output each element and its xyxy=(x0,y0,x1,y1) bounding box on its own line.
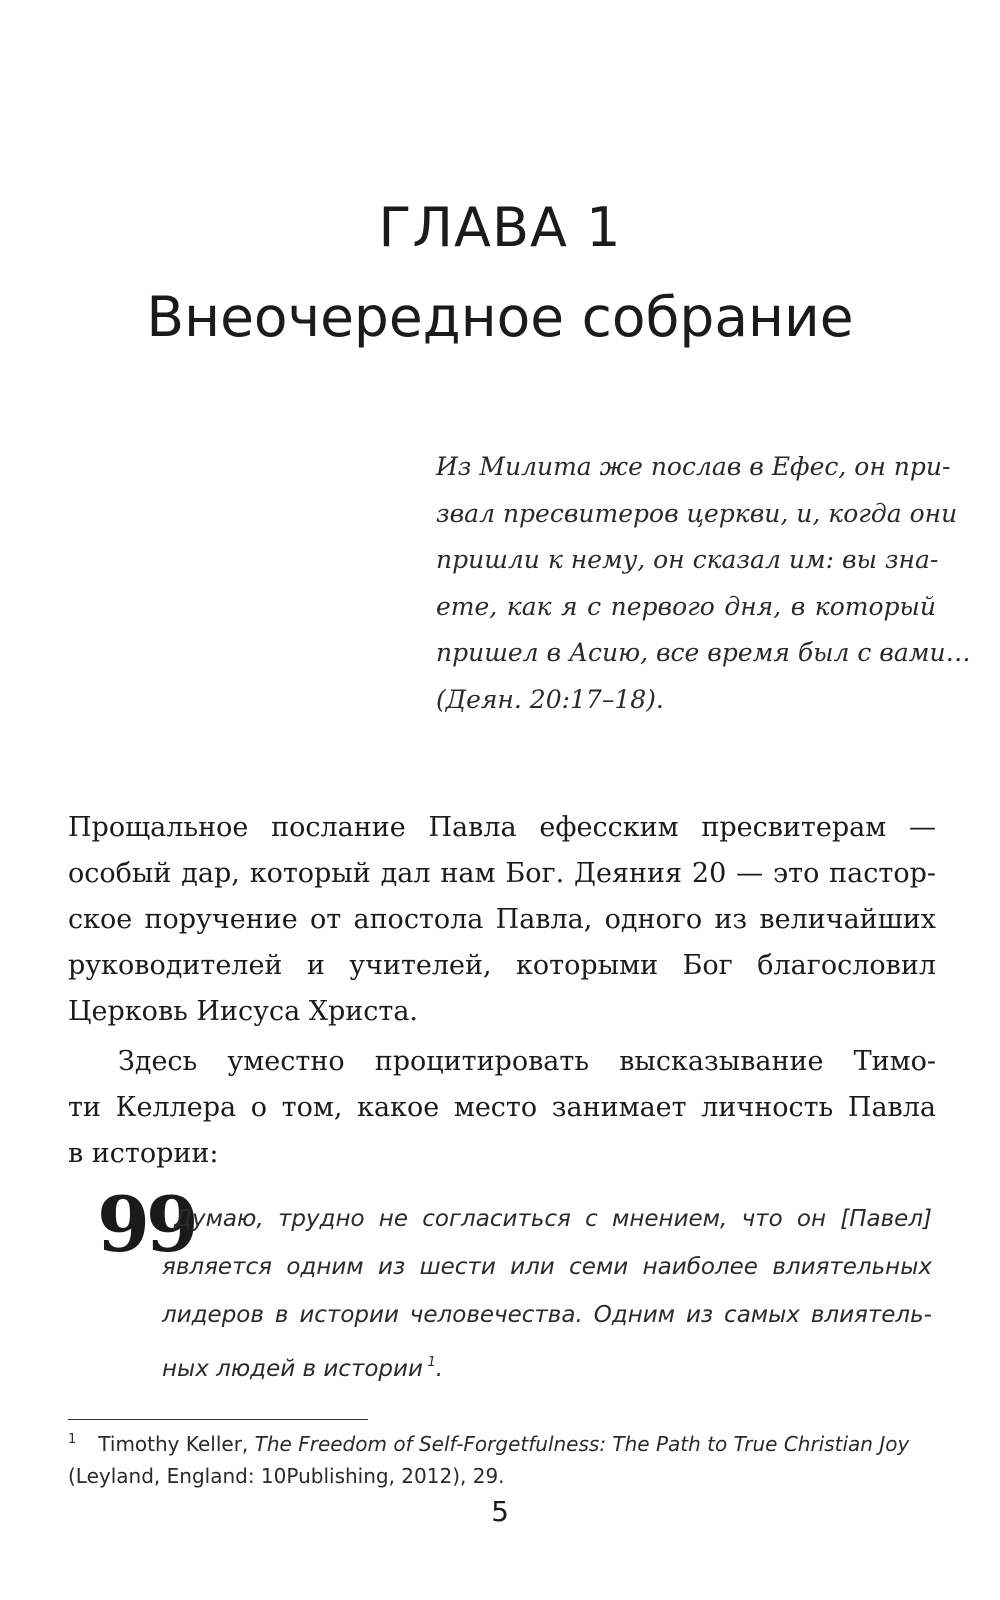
footnote-book-title: The Freedom of Self-Forgetfulness: The Path to True Christian Joy xyxy=(254,1432,910,1456)
footnote-number: 1 xyxy=(68,1432,77,1447)
quote-line: лидеров в истории человечества. Одним из самых влиятель- xyxy=(162,1302,932,1328)
quotation-mark-icon: 99 xyxy=(97,1180,195,1269)
epigraph-line: ете, как я с первого дня, в который xyxy=(436,591,936,621)
epigraph-line: Из Милита же послав в Ефес, он при- xyxy=(436,452,951,481)
quote-line: является одним из шести или семи наиболее влиятельных xyxy=(162,1254,932,1280)
epigraph-line: звал пресвитеров церкви, и, когда они xyxy=(436,498,958,528)
footnote-author: Timothy Keller, xyxy=(98,1432,255,1456)
quote-line: Думаю, трудно не согласиться с мнением, что он [Павел] xyxy=(174,1206,932,1232)
body-line: Здесь уместно процитировать высказывание Тимо- xyxy=(118,1046,936,1077)
body-line: Прощальное послание Павла ефесским пресвитерам — xyxy=(68,812,936,843)
quote-line-last xyxy=(162,1339,932,1393)
body-line: ское поручение от апостола Павла, одного из величайших xyxy=(68,904,936,935)
epigraph-reference: (Деян. 20:17–18). xyxy=(436,684,664,714)
body-line: Церковь Иисуса Христа. xyxy=(68,996,419,1027)
body-line: ти Келлера о том, какое место занимает личность Павла xyxy=(68,1092,936,1123)
chapter-title: Внеочередное собрание xyxy=(146,285,854,349)
footnote-reference[interactable]: 1 xyxy=(427,1355,436,1370)
paragraph-1 xyxy=(68,805,936,1035)
page-number: 5 xyxy=(491,1495,509,1528)
body-text xyxy=(68,805,936,1177)
epigraph xyxy=(436,444,971,723)
quote-end-punct: . xyxy=(435,1356,444,1382)
epigraph-line: пришли к нему, он сказал им: вы зна- xyxy=(436,545,939,574)
footnote-divider xyxy=(68,1419,368,1420)
body-line: руководителей и учителей, которыми Бог благословил xyxy=(68,950,936,981)
body-line: в истории: xyxy=(68,1138,219,1169)
footnote xyxy=(68,1424,928,1492)
block-quote xyxy=(162,1195,932,1393)
quote-text: ных людей в истории xyxy=(162,1356,423,1382)
paragraph-2 xyxy=(68,1039,936,1177)
epigraph-line: пришел в Асию, все время был с вами… xyxy=(436,638,971,667)
footnote-publication: (Leyland, England: 10Publishing, 2012), 29. xyxy=(68,1464,505,1488)
body-line: особый дар, который дал нам Бог. Деяния 20 — это пастор- xyxy=(68,858,936,889)
chapter-label: ГЛАВА 1 xyxy=(378,196,622,259)
